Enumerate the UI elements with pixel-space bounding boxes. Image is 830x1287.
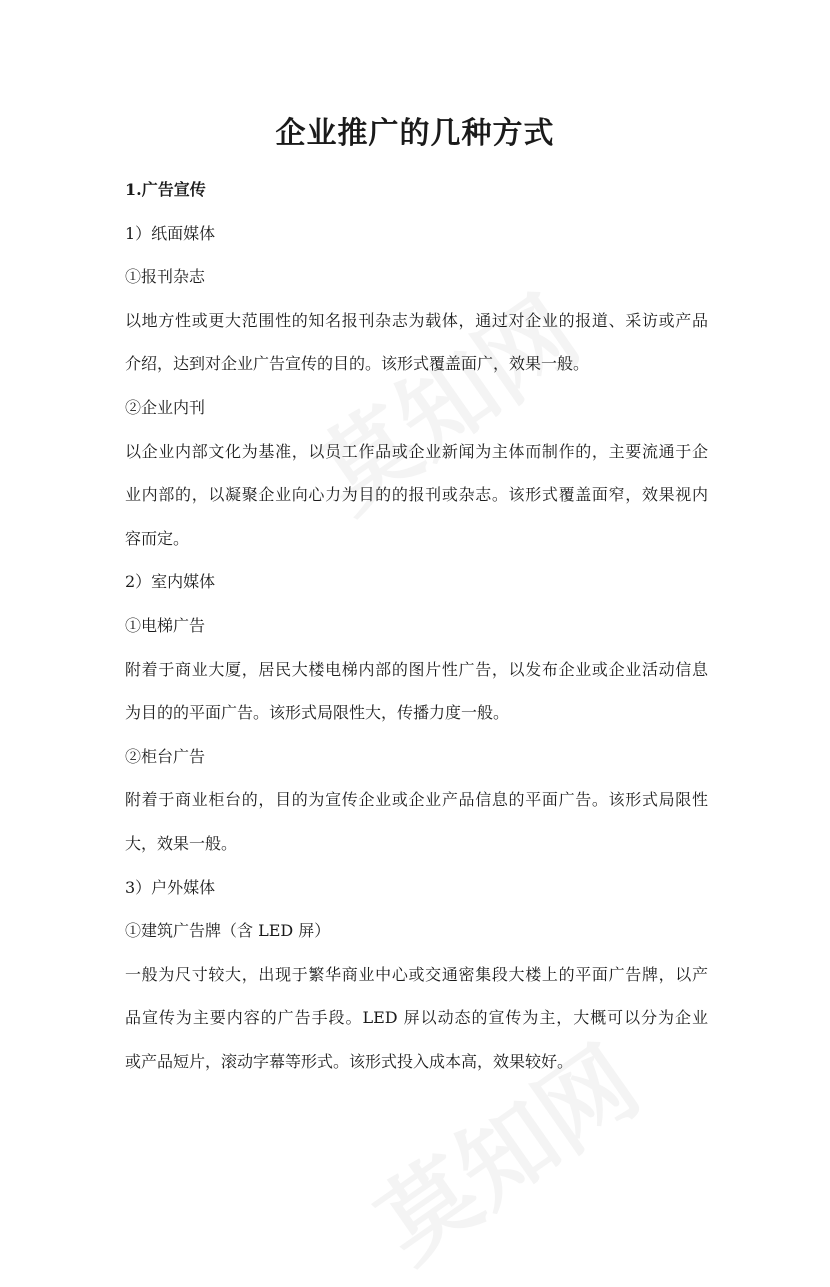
body-line: 附着于商业柜台的，目的为宣传企业或企业产品信息的平面广告。该形式局限性 [125,790,708,810]
body-line: 2）室内媒体 [125,572,216,592]
body-line: ①电梯广告 [125,615,206,635]
body-line: 业内部的，以凝聚企业向心力为目的的报刊或杂志。该形式覆盖面窄，效果视内 [125,485,708,505]
body-line: 一般为尺寸较大，出现于繁华商业中心或交通密集段大楼上的平面广告牌，以产 [125,964,708,984]
body-line: 1）纸面媒体 [125,223,216,243]
body-line: 3）户外媒体 [125,877,216,897]
body-line: 大，效果一般。 [125,833,238,853]
body-line: 品宣传为主要内容的广告手段。LED 屏以动态的宣传为主，大概可以分为企业 [125,1008,708,1028]
body-line: ①建筑广告牌（含 LED 屏） [125,921,331,941]
body-line: ②企业内刊 [125,397,206,417]
section-heading: 1.广告宣传 [125,180,206,199]
body-line: ①报刊杂志 [125,267,206,287]
body-line: 容而定。 [125,528,190,548]
document-title: 企业推广的几种方式 [275,116,555,151]
body-line: 或产品短片，滚动字幕等形式。该形式投入成本高，效果较好。 [125,1051,574,1071]
body-line: 附着于商业大厦，居民大楼电梯内部的图片性广告，以发布企业或企业活动信息 [125,659,708,679]
document-body [125,168,708,1083]
body-line: 为目的的平面广告。该形式局限性大，传播力度一般。 [125,703,510,723]
body-line: 以地方性或更大范围性的知名报刊杂志为载体，通过对企业的报道、采访或产品 [125,310,708,330]
body-line: ②柜台广告 [125,746,206,766]
body-line: 介绍，达到对企业广告宣传的目的。该形式覆盖面广，效果一般。 [125,354,590,374]
body-line: 以企业内部文化为基准，以员工作品或企业新闻为主体而制作的，主要流通于企 [125,441,708,461]
